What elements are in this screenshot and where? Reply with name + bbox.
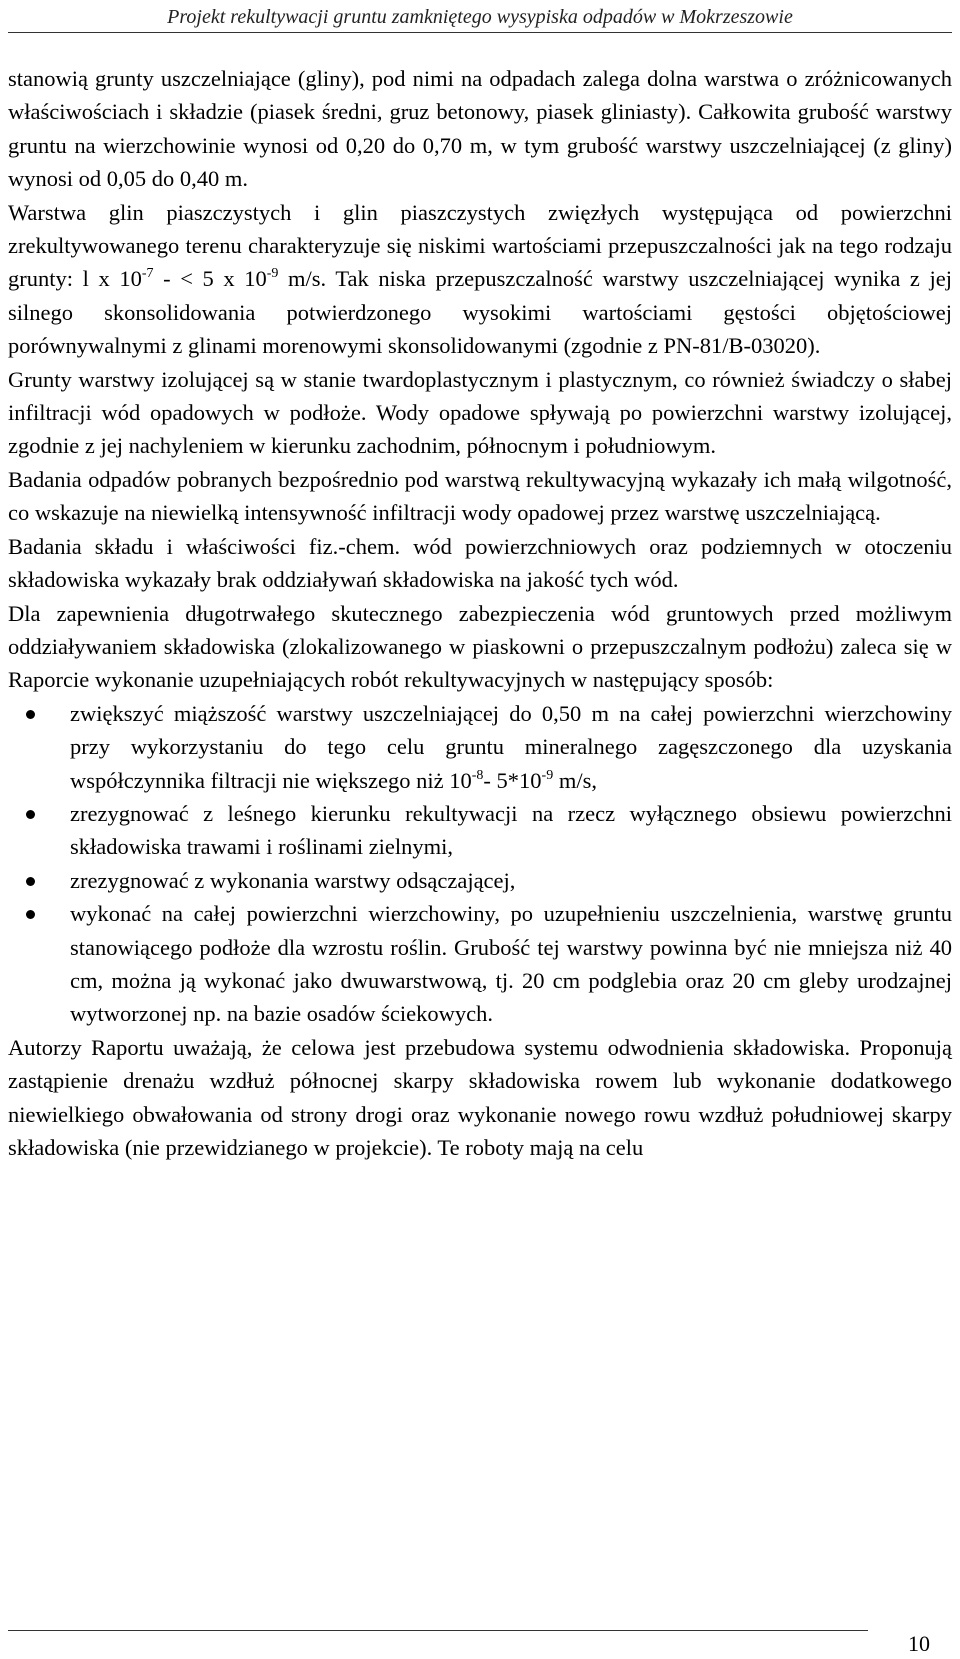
text: - < 5 x 10 — [153, 266, 267, 292]
paragraph: Grunty warstwy izolującej są w stanie twardoplastycznym i plastycznym, co również świadczy o słabej infiltracji wód opadowych w podłoże. Wody opadowe spływają po powierzchni warstwy izolującej, zgodnie z jej nachyleniem w kierunku zachodnim, północnym i południowym. — [8, 366, 952, 459]
header-rule — [8, 32, 952, 33]
list-item — [8, 697, 952, 797]
bullet-icon — [26, 810, 35, 819]
list-item — [8, 897, 952, 1031]
paragraph — [8, 196, 952, 363]
text: Warstwa glin piaszczystych i glin piaszczystych zwięzłych występująca od powierzchni zrekultywowanego terenu charakteryzuje się niskimi wartościami przepuszczalności jak na tego rodzaju grunty: l x 10 — [8, 199, 952, 292]
text: - 5*10 — [483, 767, 542, 793]
bullet-icon — [26, 877, 35, 886]
text: zrezygnować z leśnego kierunku rekultywacji na rzecz wyłącznego obsiewu powierzchni składowiska trawami i roślinami zielnymi, — [70, 800, 952, 860]
footer-rule — [8, 1630, 868, 1631]
bullet-list — [8, 697, 952, 1031]
bullet-icon — [26, 710, 35, 719]
paragraph: Badania odpadów pobranych bezpośrednio pod warstwą rekultywacyjną wykazały ich małą wilgotność, co wskazuje na niewielką intensywność infiltracji wody opadowej przez warstwę uszczelniającą. — [8, 466, 952, 526]
text: zwiększyć miąższość warstwy uszczelniającej do 0,50 m na całej powierzchni wierzchowiny przy wykorzystaniu do tego celu gruntu mineralnego zagęszczonego dla uzyskania współczynnika filtracji nie większego niż 10 — [70, 700, 952, 793]
document-body — [8, 62, 952, 1164]
paragraph: Badania składu i właściwości fiz.-chem. wód powierzchniowych oraz podziemnych w otoczeniu składowiska wykazały brak oddziaływań składowiska na jakość tych wód. — [8, 533, 952, 593]
exponent: -7 — [141, 266, 154, 282]
text: m/s. Tak niska przepuszczalność warstwy uszczelniającej wynika z jej silnego skonsolidowania potwierdzonego wysokimi wartościami gęstości objętościowej porównywalnymi z glinami morenowymi skonsolidowanymi (zgodnie z PN-81/B-03020). — [8, 266, 952, 359]
text: wykonać na całej powierzchni wierzchowiny, po uzupełnieniu uszczelnienia, warstwę gruntu stanowiącego podłoże dla wzrostu roślin. Grubość tej warstwy powinna być nie mniejsza niż 40 cm, można ją wykonać jako dwuwarstwową, tj. 20 cm podglebia oraz 20 cm gleby urodzajnej wytworzonej np. na bazie osadów ściekowych. — [70, 901, 952, 1027]
page-number: 10 — [908, 1631, 930, 1656]
paragraph: Autorzy Raportu uważają, że celowa jest przebudowa systemu odwodnienia składowiska. Proponują zastąpienie drenażu wzdłuż północnej skarpy składowiska rowem lub wykonanie dodatkowego niewielkiego obwałowania od strony drogi oraz wykonanie nowego rowu wzdłuż południowej skarpy składowiska (nie przewidzianego w projekcie). Te roboty mają na celu — [8, 1034, 952, 1160]
text: m/s, — [553, 767, 597, 793]
exponent: -8 — [471, 767, 484, 783]
list-item — [8, 864, 952, 897]
exponent: -9 — [541, 767, 554, 783]
bullet-icon — [26, 910, 35, 919]
text: zrezygnować z wykonania warstwy odsączającej, — [70, 867, 516, 893]
paragraph: Dla zapewnienia długotrwałego skutecznego zabezpieczenia wód gruntowych przed możliwym oddziaływaniem składowiska (zlokalizowanego w piaskowni o przepuszczalnym podłożu) zaleca się w Raporcie wykonanie uzupełniających robót rekultywacyjnych w następujący sposób: — [8, 600, 952, 693]
exponent: -9 — [266, 266, 279, 282]
paragraph: stanowią grunty uszczelniające (gliny), pod nimi na odpadach zalega dolna warstwa o zróżnicowanych właściwościach i składzie (piasek średni, gruz betonowy, piasek gliniasty). Całkowita grubość warstwy gruntu na wierzchowinie wynosi od 0,20 do 0,70 m, w tym grubość warstwy uszczelniającej (z gliny) wynosi od 0,05 do 0,40 m. — [8, 66, 952, 192]
running-header: Projekt rekultywacji gruntu zamkniętego wysypiska odpadów w Mokrzeszowie — [167, 6, 793, 28]
list-item — [8, 797, 952, 864]
